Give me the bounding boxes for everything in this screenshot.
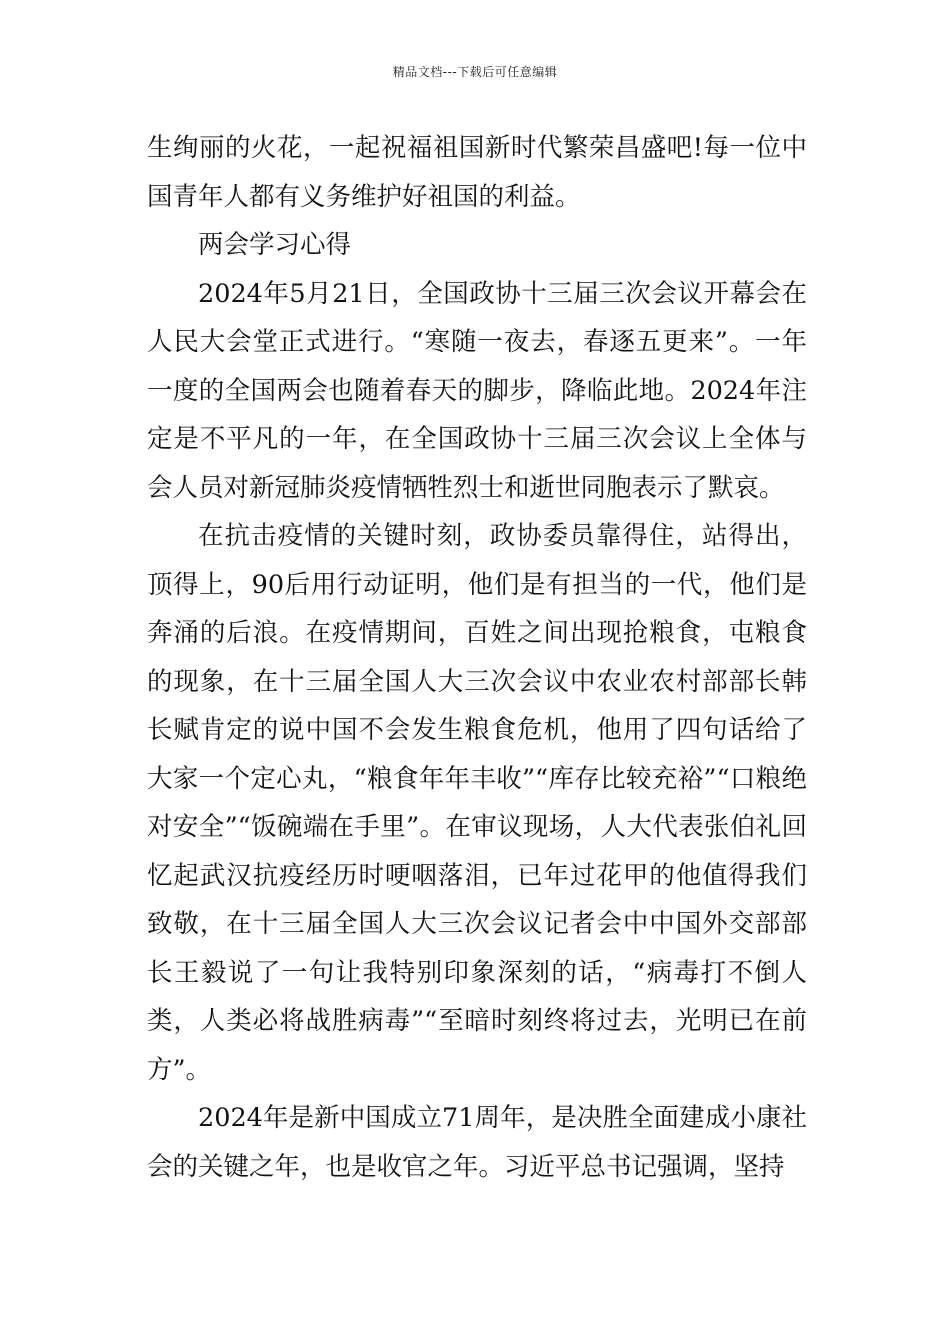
section-heading: 两会学习心得 bbox=[198, 230, 352, 260]
paragraph-anniversary: 2024年是新中国成立71周年，是决胜全面建成小康社会的关键之年，也是收官之年。习近平总书记强调，坚持 bbox=[147, 1103, 807, 1182]
paragraph-epidemic: 在抗击疫情的关键时刻，政协委员靠得住，站得出，顶得上，90后用行动证明，他们是有担当的一代，他们是奔涌的后浪。在疫情期间，百姓之间出现抢粮食，屯粮食的现象，在十三届全国人大三次会议中农业农村部部长韩长赋肯定的说中国不会发生粮食危机，他用了四句话给了大家一个定心丸，“粮食年年丰收”“库存比较充裕”“口粮绝对安全”“饭碗端在手里”。在审议现场，人大代表张伯礼回忆起武汉抗疫经历时哽咽落泪，已年过花甲的他值得我们致敬，在十三届全国人大三次会议记者会中中国外交部部长王毅说了一句让我特别印象深刻的话，“病毒打不倒人类，人类必将战胜病毒”“至暗时刻终将过去，光明已在前方”。 bbox=[147, 521, 807, 1085]
paragraph-continuation: 生绚丽的火花，一起祝福祖国新时代繁荣昌盛吧!每一位中国青年人都有义务维护好祖国的利益。 bbox=[147, 133, 807, 212]
paragraph-opening: 2024年5月21日，全国政协十三届三次会议开幕会在人民大会堂正式进行。“寒随一夜去，春逐五更来”。一年一度的全国两会也随着春天的脚步，降临此地。2024年注定是不平凡的一年，在全国政协十三届三次会议上全体与会人员对新冠肺炎疫情牺牲烈士和逝世同胞表示了默哀。 bbox=[147, 278, 807, 503]
page-header: 精品文档---下载后可任意编辑 bbox=[392, 65, 558, 79]
document-body bbox=[147, 124, 807, 1191]
